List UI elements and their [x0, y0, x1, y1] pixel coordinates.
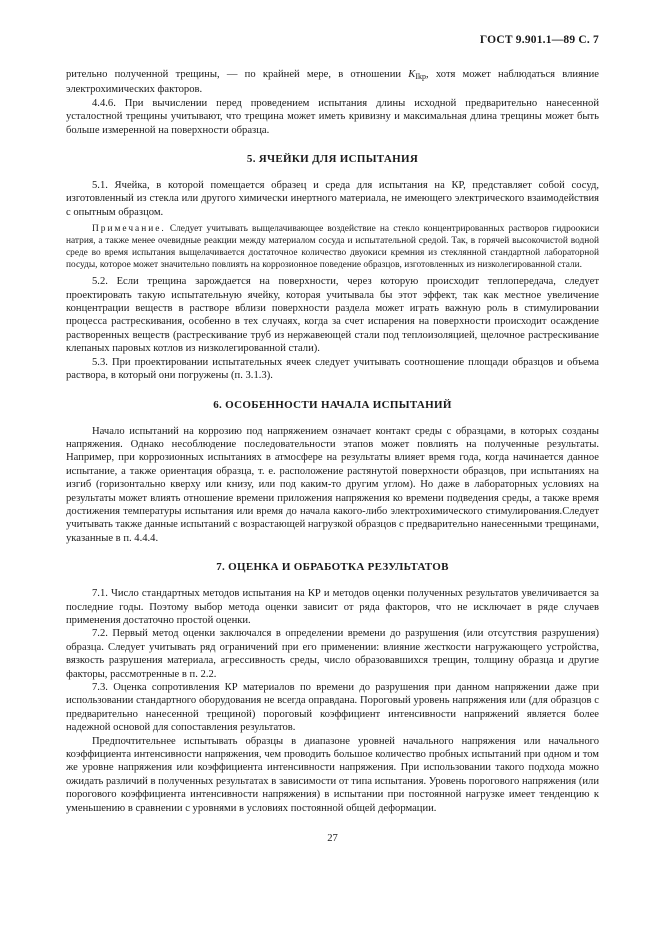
paragraph-7-1: 7.1. Число стандартных методов испытания на КР и методов оценки полученных результатов увеличивается за последние годы. Поэтому выбор метода оценки зависит от ряда факторов, что не исключает в ряде случаев применения достаточно простой оценки. — [66, 588, 599, 626]
k-subscript: Ikp — [415, 72, 427, 81]
page-header: ГОСТ 9.901.1—89 С. 7 — [479, 34, 599, 46]
paragraph-7-2: 7.2. Первый метод оценки заключался в определении времени до разрушения (или отсутствия разрушения) образца. Следует учитывать ряд ограничений при его применении: влияние жесткости нагружающего устройства, вязкость разрушения материала, агрессивность среды, число образовавшихся трещин, толщину образца и другие факторы, рассмотренные в п. 2.2. — [66, 628, 599, 680]
note-label: Примечание. — [92, 224, 166, 235]
intro-paragraph-1 — [66, 68, 599, 97]
paragraph-7-3: 7.3. Оценка сопротивления КР материалов по времени до разрушения при данном напряжении даже при использовании стандартного оборудования не всегда оправдана. Пороговый уровень напряжения или (для образцов с предварительно нанесенной трещиной) пороговый коэффициент интенсивности напряжений является более надежной основой для сопоставления результатов. — [66, 682, 599, 734]
note-5-1 — [66, 223, 599, 271]
paragraph-5-1: 5.1. Ячейка, в которой помещается образец и среда для испытания на КР, представляет собой сосуд, изготовленный из стекла или другого химически инертного материала, не имеющего электрического взаимодействия с опытным образцом. — [66, 180, 599, 218]
section-5-title: 5. ЯЧЕЙКИ ДЛЯ ИСПЫТАНИЯ — [246, 153, 419, 166]
section-7-title: 7. ОЦЕНКА И ОБРАБОТКА РЕЗУЛЬТАТОВ — [216, 561, 449, 574]
paragraph-5-3: 5.3. При проектировании испытательных ячеек следует учитывать соотношение площади образцов и объема раствора, в который они погружены (п. 3.1.3). — [66, 356, 599, 382]
intro-text-before: рительно полученной трещины, — по крайней мере, в отношении — [66, 69, 409, 80]
paragraph-5-2: 5.2. Если трещина зарождается на поверхности, через которую происходит теплопередача, следует проектировать такую испытательную ячейку, которая учитывала бы этот эффект, так как местное увеличение концентрации веществ в растворе вблизи поверхности раздела может играть важную роль в стимулировании процесса растрескивания, особенно в тех случаях, когда за счет испарения на поверхности происходит осаждение растворенных веществ (растрескивание труб из нержавеющей стали под теплоизоляцией, щелочное растрескивание клепаных паровых котлов из низколегированной стали). — [66, 276, 599, 355]
page-number: 27 — [327, 833, 338, 845]
document-page — [66, 34, 599, 844]
paragraph-7-3-continued: Предпочтительнее испытывать образцы в диапазоне уровней начального напряжения или начального коэффициента интенсивности напряжения, чем проводить большое количество пробных испытаний при одном и том же уровне напряжения или коэффициента интенсивности напряжения. При использовании такого подхода можно ожидать различий в полученных результатах в зависимости от типа испытания. Уровень порогового напряжения (или порогового коэффициента интенсивности напряжения) в испытании при постоянной нагрузке имеет тенденцию к уменьшению в сравнении с уровнями в условиях постоянной общей деформации. — [66, 735, 599, 814]
paragraph-4-4-6: 4.4.6. При вычислении перед проведением испытания длины исходной предварительно нанесенной усталостной трещины учитывают, что трещина может иметь кривизну и максимальная длина трещины может быть больше измеренной на поверхности образца. — [66, 97, 599, 136]
k-symbol: K — [408, 69, 416, 80]
section-6-title: 6. ОСОБЕННОСТИ НАЧАЛА ИСПЫТАНИЙ — [213, 398, 452, 411]
intro-text-after: , хотя может наблюдаться влияние электрохимических факторов. — [66, 69, 599, 96]
paragraph-6-1: Начало испытаний на коррозию под напряжением означает контакт среды с образцами, в которых созданы напряжения. Однако несоблюдение последовательности этапов может повлиять на полученные результаты. Например, при коррозионных испытаниях в атмосфере на результаты влияет время года, когда начинается данное испытание, а также ориентация образца, т. е. расположение растянутой поверхности образцов, при испытаниях на изгиб (горизонтально кверху или книзу, или под каким-то другим углом). Но даже в лабораторных условиях на результаты может влиять отношение времени приложения напряжения ко времени подведения среды, а также время достижения температуры испытания или время до начала какого-либо электрохимического стимулирования.Следует учитывать также данные испытаний с возрастающей нагрузкой образцов с предварительно нанесенными трещинами, указанные в п. 4.4.4. — [66, 425, 599, 544]
note-text: Следует учитывать выщелачивающее воздействие на стекло концентрированных растворов гидроокиси натрия, а также менее очевидные реакции между материалом сосуда и испытательной средой. Так, в горячей высокочистой водной среде во время испытания выщелачивается достаточное количество двуокиси кремния из стеклянной стандартной лабораторной посуды, которое может значительно повлиять на коррозионное поведение образцов, изготовленных из низколегированной стали. — [66, 224, 599, 271]
